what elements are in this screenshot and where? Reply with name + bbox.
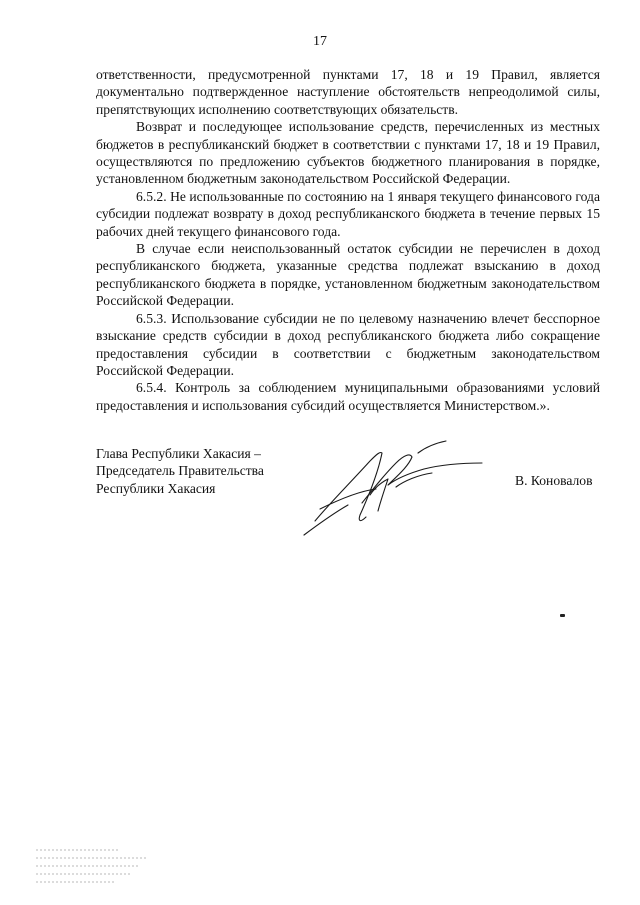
signatory-title-line: Председатель Правительства	[96, 463, 264, 479]
paragraph-6-5-3: 6.5.3. Использование субсидии не по целевому назначению влечет бесспорное взыскание средств субсидии в доход республиканского бюджета либо сокращение предоставления субсидии в соответствии с бюджетным законодательством Российской Федерации.	[96, 310, 600, 378]
paragraph-unused-balance: В случае если неиспользованный остаток субсидии не перечислен в доход республиканского бюджета, указанные средства подлежат взысканию в доход республиканского бюджета в порядке, установленном бюджетным законодательством Российской Федерации.	[96, 241, 600, 309]
paragraph-6-5-2: 6.5.2. Не использованные по состоянию на 1 января текущего финансового года субсидии подлежат возврату в доход республиканского бюджета в течение первых 15 рабочих дней текущего финансового года.	[96, 188, 600, 239]
faint-stamp-mark	[30, 842, 160, 892]
signatory-title	[96, 445, 264, 497]
paragraph-refund-usage: Возврат и последующее использование средств, перечисленных из местных бюджетов в республиканский бюджет в соответствии с пунктами 17, 18 и 19 Правил, осуществляются по предложению субъектов бюджетного планирования в порядке, установленном бюджетным законодательством Российской Федерации.	[96, 119, 600, 187]
signatory-name: В. Коновалов	[515, 473, 593, 488]
paragraph-6-5-4: 6.5.4. Контроль за соблюдением муниципальными образованиями условий предоставления и использования субсидий осуществляется Министерством.».	[96, 380, 600, 413]
paragraph-continuation: ответственности, предусмотренной пунктами 17, 18 и 19 Правил, является документально подтвержденное наступление обстоятельств непреодолимой силы, препятствующих исполнению соответствующих обязательств.	[96, 67, 600, 117]
signatory-title-line: Республики Хакасия	[96, 480, 216, 496]
signatory-title-line: Глава Республики Хакасия –	[96, 446, 261, 461]
page-number: 17	[313, 34, 327, 49]
document-body	[96, 66, 600, 414]
stray-mark	[560, 614, 565, 617]
handwritten-signature	[300, 433, 500, 543]
